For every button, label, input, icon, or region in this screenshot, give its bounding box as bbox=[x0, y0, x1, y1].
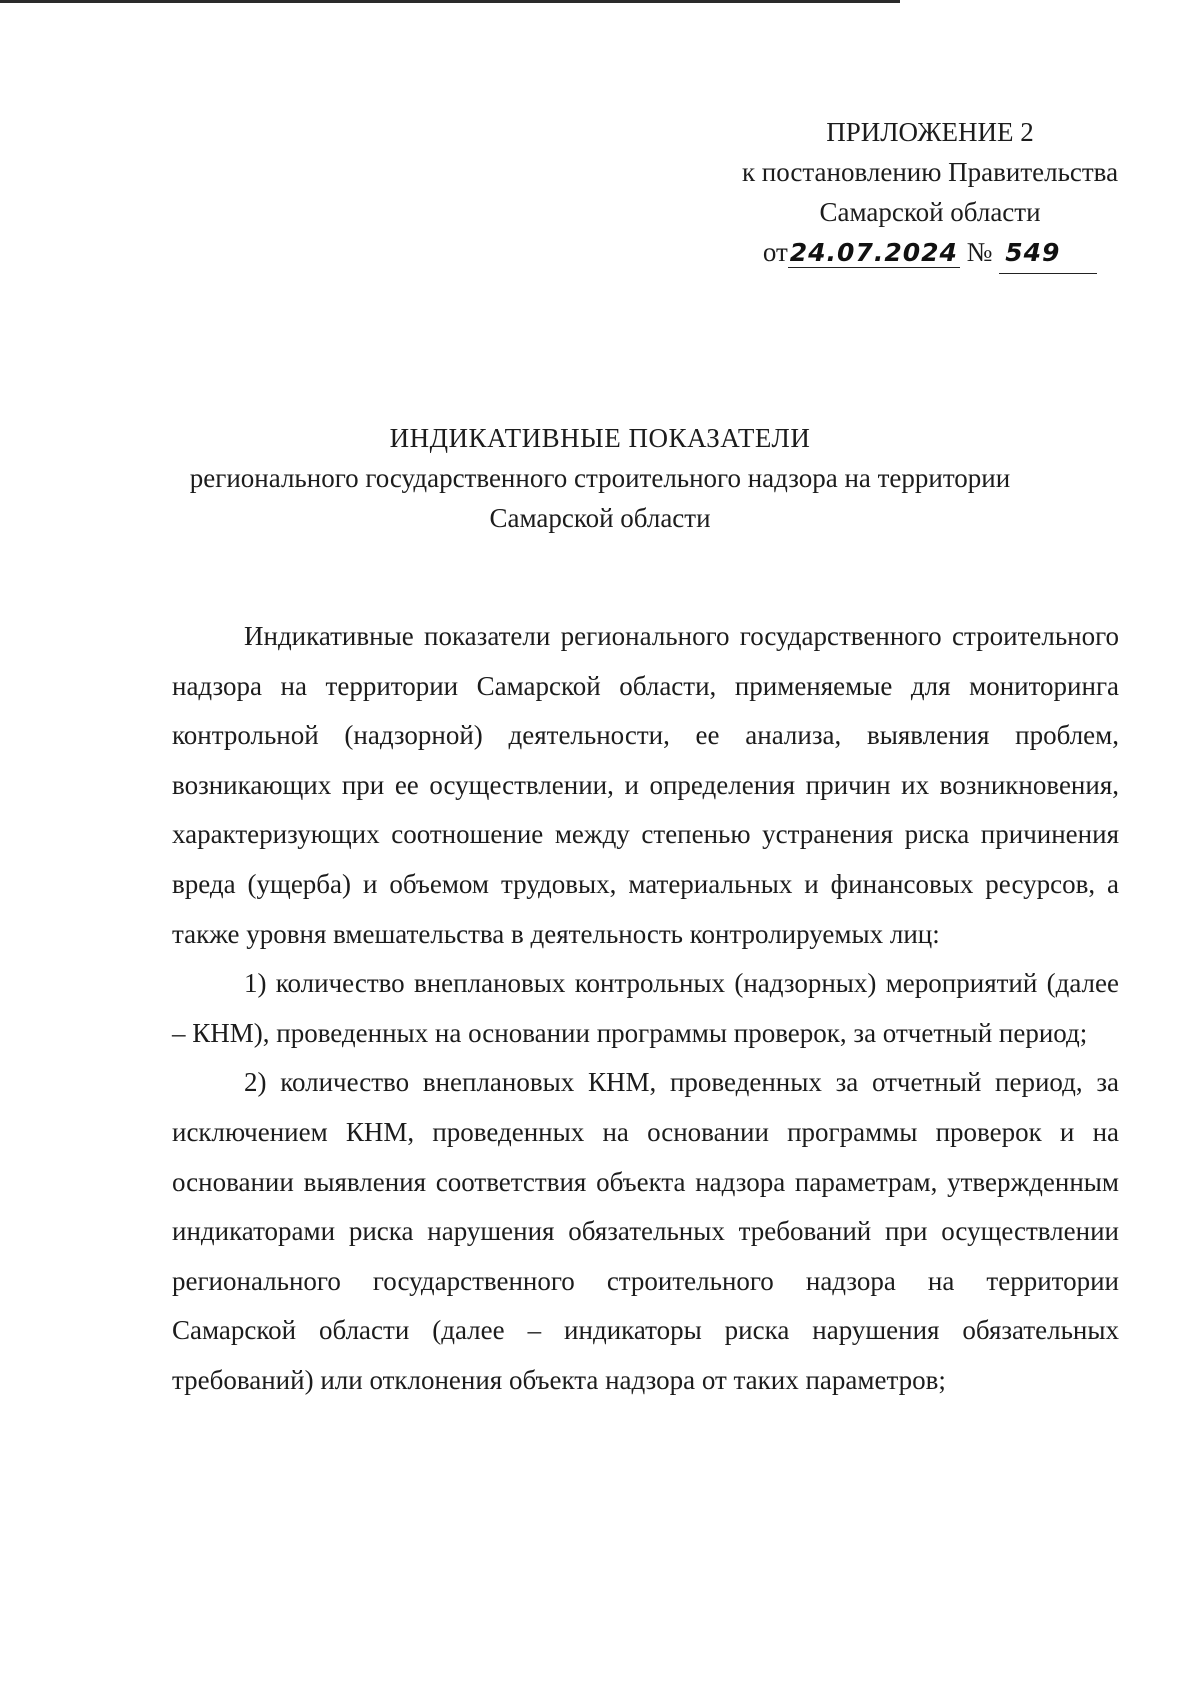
list-item-2: 2) количество внеплановых КНМ, проведенных за отчетный период, за исключением КНМ, проведенных на основании программы проверок и на основании выявления соответствия объекта надзора параметрам, утвержденным индикаторами риска нарушения обязательных требований при осуществлении регионального государственного строительного надзора на территории Самарской области (далее – индикаторы риска нарушения обязательных требований) или отклонения объекта надзора от таких параметров; bbox=[172, 1067, 1119, 1395]
appendix-header bbox=[715, 112, 1145, 274]
document-title-block bbox=[0, 418, 1200, 538]
appendix-label: ПРИЛОЖЕНИЕ 2 bbox=[826, 117, 1034, 147]
number-prefix: № bbox=[966, 237, 993, 267]
list-item-1: 1) количество внеплановых контрольных (надзорных) мероприятий (далее – КНМ), проведенных на основании программы проверок, за отчетный период; bbox=[172, 968, 1119, 1048]
top-scan-edge-line bbox=[0, 0, 900, 3]
document-title: ИНДИКАТИВНЫЕ ПОКАЗАТЕЛИ bbox=[389, 423, 811, 453]
appendix-region: Самарской области bbox=[819, 197, 1041, 227]
handwritten-number: 549 bbox=[999, 233, 1097, 274]
handwritten-date: 24.07.2024 bbox=[789, 238, 958, 267]
document-subtitle-line-2: Самарской области bbox=[489, 503, 711, 533]
date-prefix: от bbox=[762, 237, 788, 267]
appendix-resolution-ref: к постановлению Правительства bbox=[741, 157, 1119, 187]
document-subtitle-line-1: регионального государственного строительного надзора на территории bbox=[189, 463, 1011, 493]
document-body bbox=[172, 612, 1119, 1406]
appendix-date-number-line bbox=[715, 232, 1145, 274]
intro-paragraph: Индикативные показатели регионального государственного строительного надзора на территории Самарской области, применяемые для мониторинга контрольной (надзорной) деятельности, ее анализа, выявления проблем, возникающих при ее осуществлении, и определения причин их возникновения, характеризующих соотношение между степенью устранения риска причинения вреда (ущерба) и объемом трудовых, материальных и финансовых ресурсов, а также уровня вмешательства в деятельность контролируемых лиц: bbox=[172, 621, 1119, 949]
